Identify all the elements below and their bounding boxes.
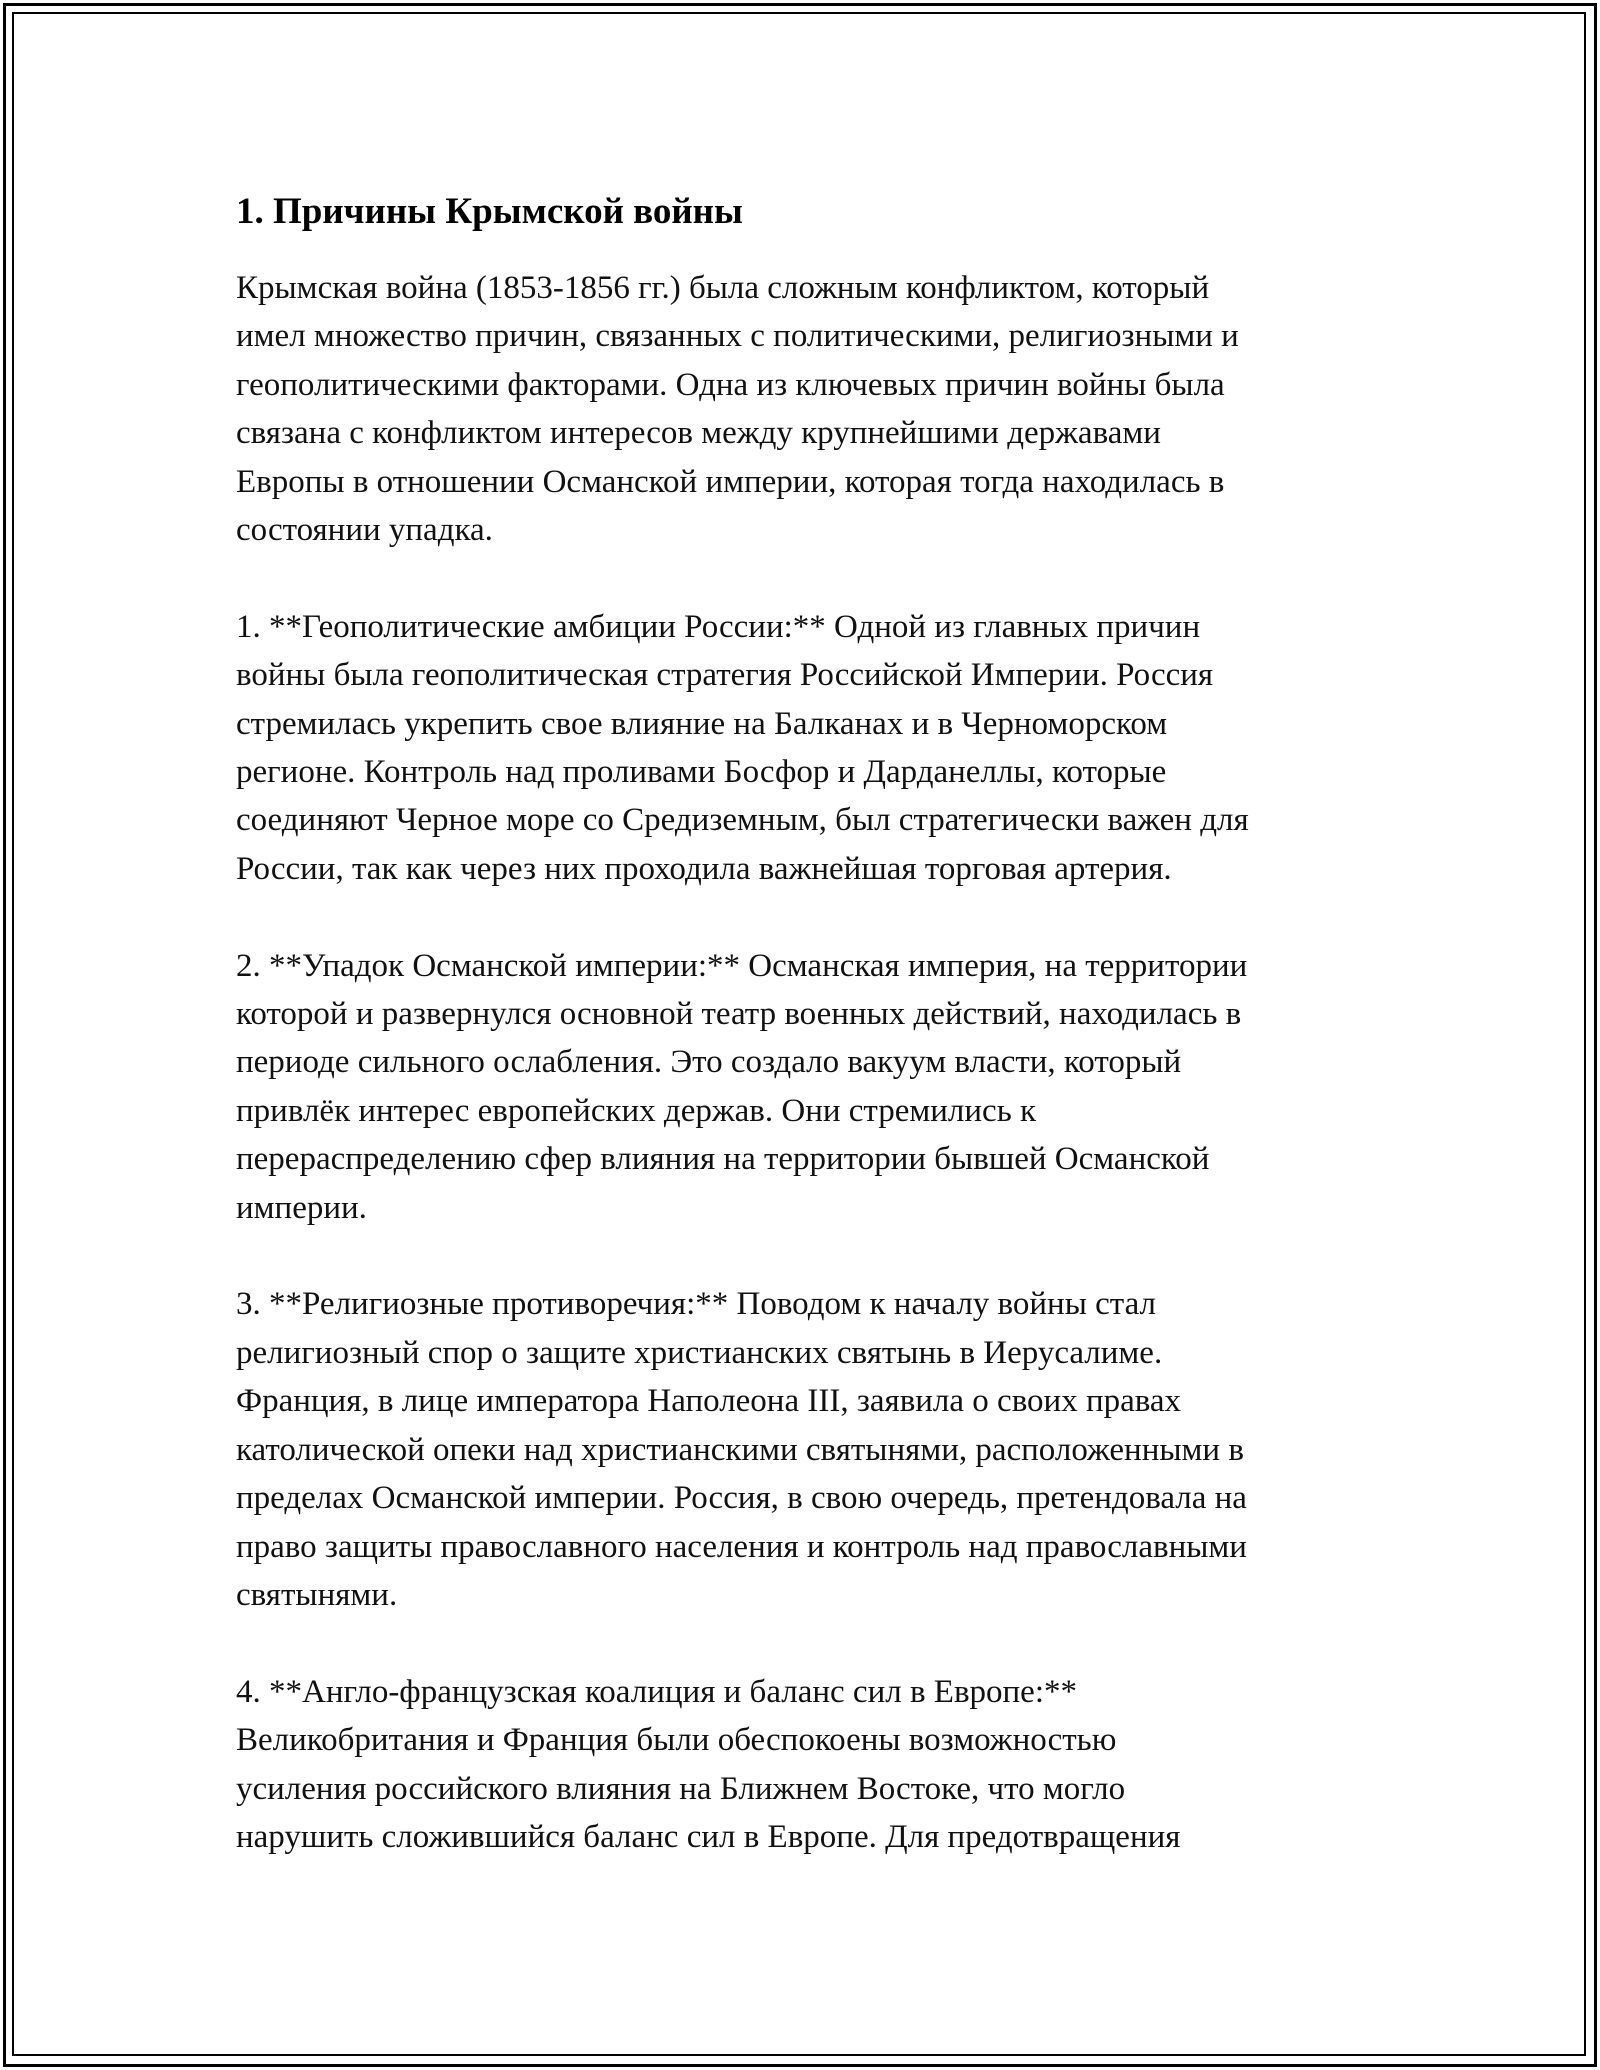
list-item-religious-disputes: 3. **Религиозные противоречия:** Поводом к началу войны стал религиозный спор о защите христианских святынь в Иерусалиме. Франция, в лице императора Наполеона III, заявила о своих правах католической опеки над христианскими святынями, расположенными в пределах Османской империи. Россия, в свою очередь, претендовала на право защиты православного населения и контроль над православными святынями. [236,1286,1247,1613]
document-body [236,190,1376,1861]
list-item-geopolitical-ambitions: 1. **Геополитические амбиции России:** Одной из главных причин войны была геополитическая стратегия Российской Империи. Россия стремилась укрепить свое влияние на Балканах и в Черноморском регионе. Контроль над проливами Босфор и Дарданеллы, которые соединяют Черное море со Средиземным, был стратегически важен для России, так как через них проходила важнейшая торговая артерия. [236,608,1249,887]
list-item-anglo-french-coalition: 4. **Англо-французская коалиция и баланс сил в Европе:** Великобритания и Франция были обеспокоены возможностью усиления российского влияния на Ближнем Востоке, что могло нарушить сложившийся баланс сил в Европе. Для предотвращения [236,1673,1181,1855]
section-heading: 1. Причины Крымской войны [236,191,743,232]
intro-paragraph: Крымская война (1853-1856 гг.) была сложным конфликтом, который имел множество причин, связанных с политическими, религиозными и геополитическими факторами. Одна из ключевых причин войны была связана с конфликтом интересов между крупнейшими державами Европы в отношении Османской империи, которая тогда находилась в состоянии упадка. [236,270,1239,549]
list-item-ottoman-decline: 2. **Упадок Османской империи:** Османская империя, на территории которой и развернулся основной театр военных действий, находилась в периоде сильного ослабления. Это создало вакуум власти, который привлёк интерес европейских держав. Они стремились к перераспределению сфер влияния на территории бывшей Османской империи. [236,947,1248,1226]
